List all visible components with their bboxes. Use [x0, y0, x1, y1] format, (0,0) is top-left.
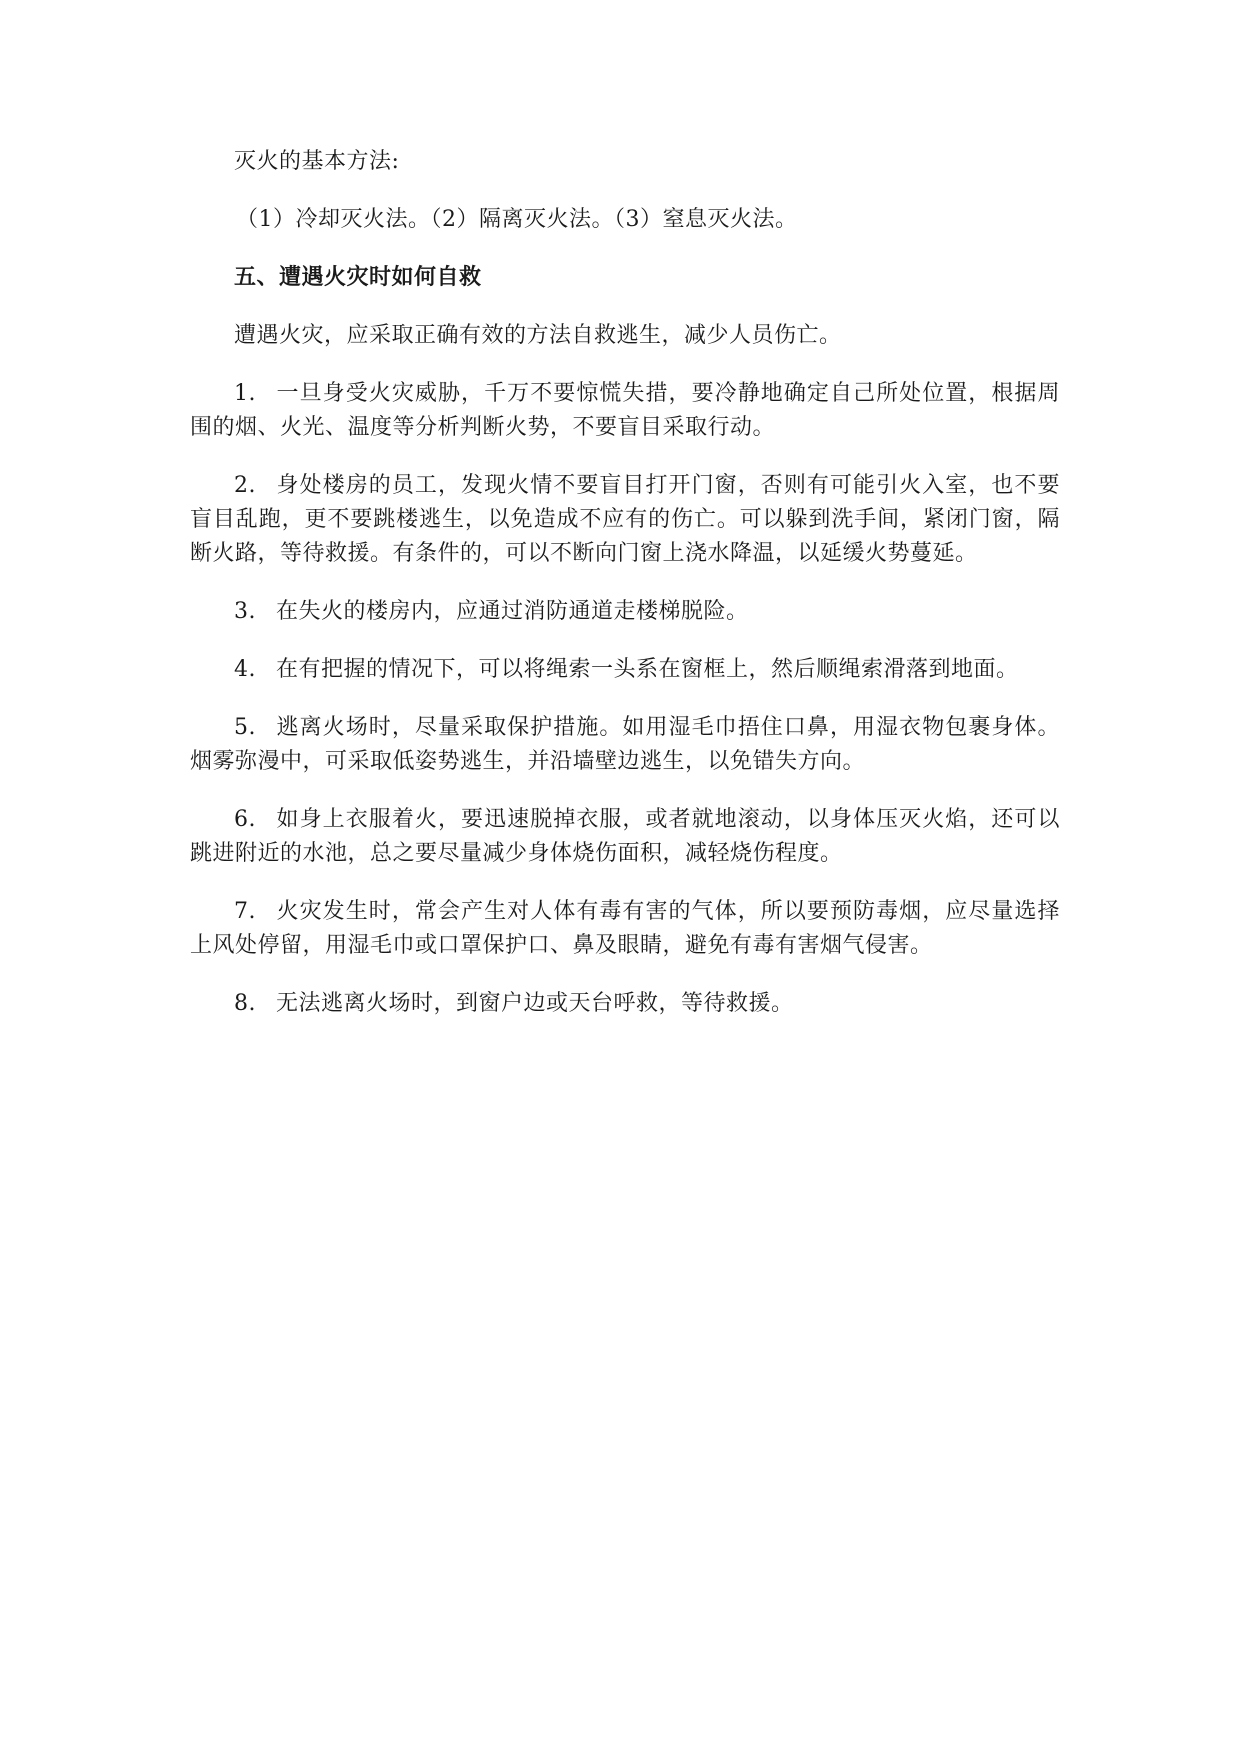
item-number: 7.	[234, 899, 256, 924]
section-title: 五、遭遇火灾时如何自救	[234, 265, 482, 290]
list-item-2	[190, 469, 1060, 571]
item-number: 8.	[234, 991, 256, 1016]
methods-line: （1）冷却灭火法。（2）隔离灭火法。（3）窒息灭火法。	[236, 207, 798, 232]
item-text: 在有把握的情况下，可以将绳索一头系在窗框上，然后顺绳索滑落到地面。	[276, 657, 1019, 682]
item-text: 一旦身受火灾威胁，千万不要惊慌失措，要冷静地确定自己所处位置，根据周围的烟、火光、温度等分析判断火势，不要盲目采取行动。	[190, 381, 1060, 440]
list-item-5	[190, 711, 1060, 779]
intro-label: 灭火的基本方法:	[234, 149, 400, 174]
item-number: 3.	[234, 599, 256, 624]
list-item-6	[190, 803, 1060, 871]
item-number: 2.	[234, 473, 256, 498]
list-item-8	[190, 987, 1060, 1021]
item-number: 5.	[234, 715, 256, 740]
list-item-1	[190, 377, 1060, 445]
item-number: 6.	[234, 807, 256, 832]
item-text: 火灾发生时，常会产生对人体有毒有害的气体，所以要预防毒烟，应尽量选择上风处停留，用湿毛巾或口罩保护口、鼻及眼睛，避免有毒有害烟气侵害。	[190, 899, 1060, 958]
item-text: 无法逃离火场时，到窗户边或天台呼救，等待救援。	[276, 991, 794, 1016]
section-intro: 遭遇火灾，应采取正确有效的方法自救逃生，减少人员伤亡。	[234, 323, 842, 348]
item-text: 在失火的楼房内，应通过消防通道走楼梯脱险。	[276, 599, 749, 624]
list-item-4	[190, 653, 1060, 687]
list-item-3	[190, 595, 1060, 629]
item-number: 1.	[234, 381, 256, 406]
item-text: 逃离火场时，尽量采取保护措施。如用湿毛巾捂住口鼻，用湿衣物包裹身体。烟雾弥漫中，可采取低姿势逃生，并沿墙壁边逃生，以免错失方向。	[190, 715, 1060, 774]
item-text: 如身上衣服着火，要迅速脱掉衣服，或者就地滚动，以身体压灭火焰，还可以跳进附近的水池，总之要尽量减少身体烧伤面积，减轻烧伤程度。	[190, 807, 1060, 866]
document-body	[190, 145, 1060, 1045]
list-item-7	[190, 895, 1060, 963]
item-text: 身处楼房的员工，发现火情不要盲目打开门窗，否则有可能引火入室，也不要盲目乱跑，更不要跳楼逃生，以免造成不应有的伤亡。可以躲到洗手间，紧闭门窗，隔断火路，等待救援。有条件的，可以不断向门窗上浇水降温，以延缓火势蔓延。	[190, 473, 1060, 566]
item-number: 4.	[234, 657, 256, 682]
